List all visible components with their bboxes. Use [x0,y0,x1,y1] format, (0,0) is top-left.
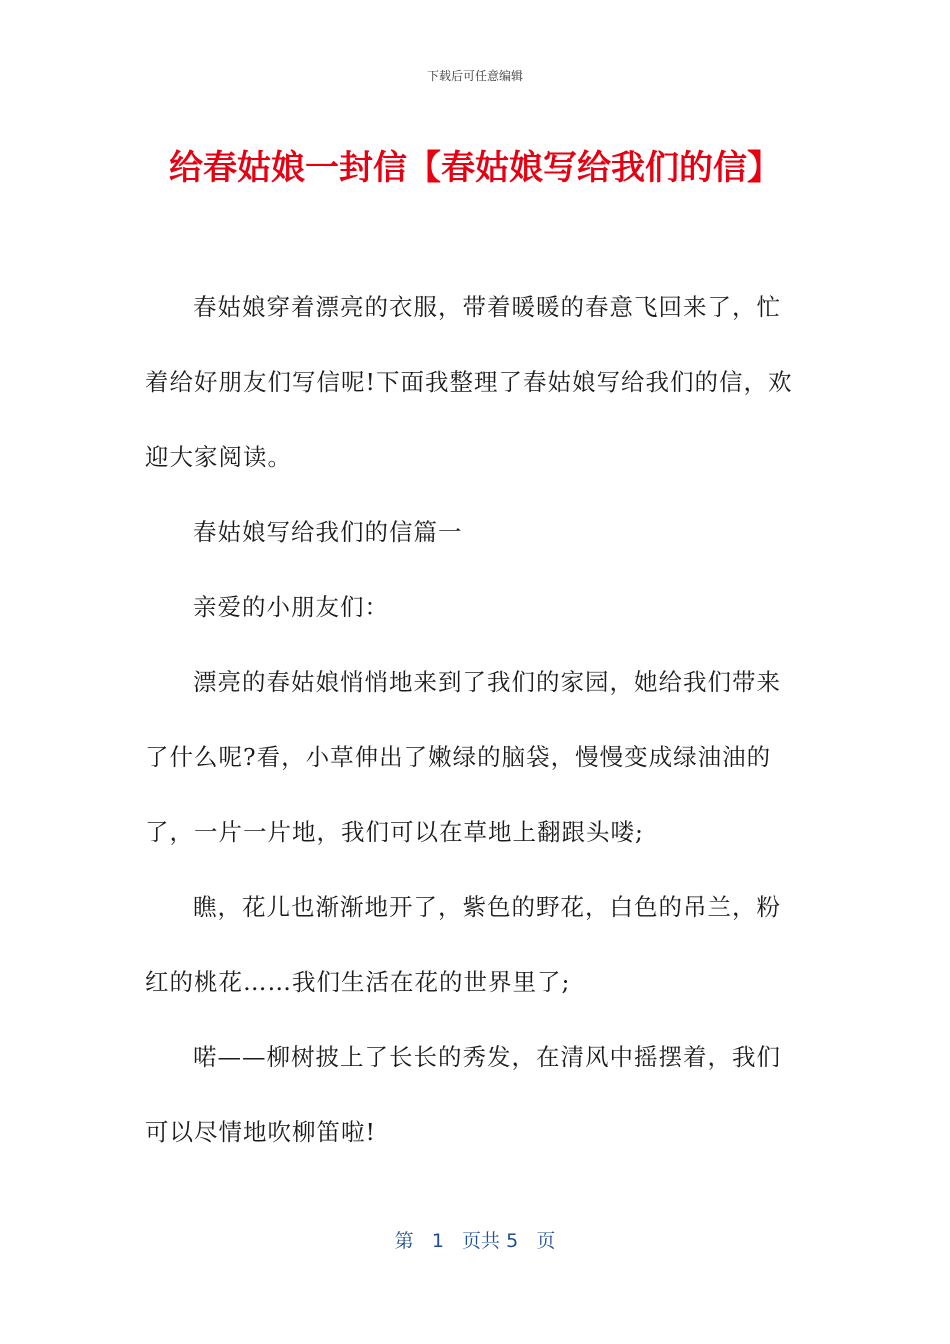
document-body [145,270,805,1170]
paragraph: 喏——柳树披上了长长的秀发，在清风中摇摆着，我们可以尽情地吹柳笛啦! [145,1043,781,1146]
paragraph: 春姑娘写给我们的信篇一 [193,518,463,546]
footer-page-suffix: 页 [536,1230,556,1252]
paragraph: 亲爱的小朋友们： [193,593,389,621]
header-note: 下载后可任意编辑 [426,69,523,83]
document-title: 给春姑娘一封信【春姑娘写给我们的信】 [169,148,781,188]
page-footer [0,1226,950,1253]
footer-page-label: 第 [394,1230,414,1252]
footer-current-page: 1 [431,1230,444,1252]
paragraph: 春姑娘穿着漂亮的衣服，带着暖暖的春意飞回来了，忙着给好朋友们写信呢!下面我整理了春姑娘写给我们的信，欢迎大家阅读。 [145,293,793,471]
paragraph: 瞧，花儿也渐渐地开了，紫色的野花，白色的吊兰，粉红的桃花……我们生活在花的世界里了; [145,893,781,996]
footer-total-pages: 5 [506,1230,519,1252]
paragraph: 漂亮的春姑娘悄悄地来到了我们的家园，她给我们带来了什么呢?看，小草伸出了嫩绿的脑袋，慢慢变成绿油油的了，一片一片地，我们可以在草地上翻跟头喽; [145,668,781,846]
footer-total-label: 页共 [462,1230,501,1252]
